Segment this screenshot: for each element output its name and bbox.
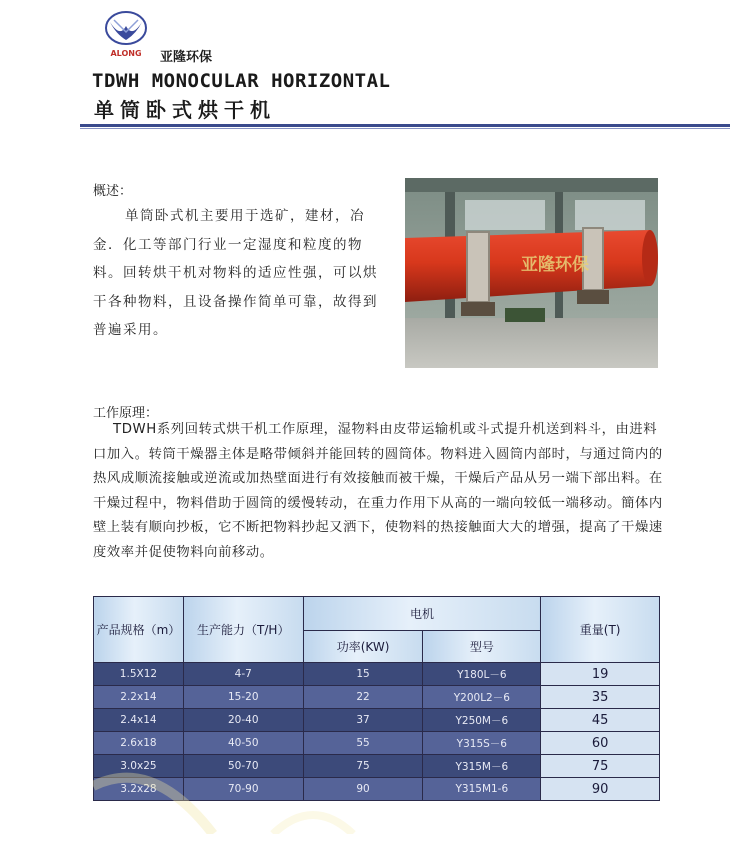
dryer-photo (405, 178, 658, 368)
cell-power: 22 (303, 686, 423, 709)
cell-model: Y315M－6 (423, 755, 541, 778)
principle-heading: 工作原理： (93, 406, 159, 421)
cell-model: Y315M1-6 (423, 778, 541, 801)
header-model: 型号 (423, 631, 541, 663)
header-motor: 电机 (303, 597, 541, 631)
photo-watermark: 亚隆环保 (521, 255, 589, 275)
cell-capacity: 4-7 (183, 663, 303, 686)
overview-body: 单筒卧式机主要用于选矿，建材，冶金．化工等部门行业一定湿度和粒度的物料。回转烘干机对物料的适应性强，可以烘干各种物料，且设备操作简单可靠，故得到普遍采用。 (93, 208, 378, 338)
cell-capacity: 15-20 (183, 686, 303, 709)
table-row (94, 778, 660, 801)
header-capacity: 生产能力（T/H） (183, 597, 303, 663)
table-row (94, 709, 660, 732)
cell-weight: 35 (541, 686, 660, 709)
cell-spec: 3.2x28 (94, 778, 184, 801)
cell-power: 75 (303, 755, 423, 778)
cell-model: Y200L2－6 (423, 686, 541, 709)
cell-model: Y180L－6 (423, 663, 541, 686)
overview-heading: 概述： (93, 184, 133, 199)
header-weight: 重量(T) (541, 597, 660, 663)
cell-power: 37 (303, 709, 423, 732)
header-spec: 产品规格（m） (94, 597, 184, 663)
cell-weight: 90 (541, 778, 660, 801)
table-row (94, 732, 660, 755)
company-logo (96, 8, 156, 60)
cell-weight: 75 (541, 755, 660, 778)
cell-model: Y250M－6 (423, 709, 541, 732)
title-chinese: 单筒卧式烘干机 (94, 98, 276, 122)
cell-spec: 1.5X12 (94, 663, 184, 686)
title-english: TDWH MONOCULAR HORIZONTAL (92, 70, 391, 92)
cell-weight: 60 (541, 732, 660, 755)
cell-spec: 2.2x14 (94, 686, 184, 709)
spec-table (93, 596, 660, 834)
cell-capacity: 40-50 (183, 732, 303, 755)
logo-text: ALONG (110, 49, 142, 58)
principle-body: TDWH系列回转式烘干机工作原理，湿物料由皮带运输机或斗式提升机送到料斗，由进料口加入。转筒干燥器主体是略带倾斜并能回转的圆筒体。物料进入圆筒内部时，与通过筒内的热风成顺流接触或逆流或加热壁面进行有效接触而被干燥，干燥后产品从另一端下部出料。在干燥过程中，物料借助于圆筒的缓慢转动，在重力作用下从高的一端向较低一端移动。簡体内壁上装有顺向抄板，它不断把物料抄起又洒下，使物料的热接触面大大的增强，提高了干燥速度效率并促使物料向前移动。 (93, 422, 663, 560)
cell-model: Y315S－6 (423, 732, 541, 755)
cell-spec: 2.6x18 (94, 732, 184, 755)
table-row (94, 686, 660, 709)
cell-weight: 19 (541, 663, 660, 686)
header-divider (80, 124, 730, 127)
table-row (94, 663, 660, 686)
cell-spec: 3.0x25 (94, 755, 184, 778)
brand-name: 亚隆环保 (160, 50, 213, 65)
header-divider-thin (80, 128, 730, 129)
header-power: 功率(KW) (303, 631, 423, 663)
cell-power: 90 (303, 778, 423, 801)
cell-weight: 45 (541, 709, 660, 732)
cell-power: 55 (303, 732, 423, 755)
cell-spec: 2.4x14 (94, 709, 184, 732)
cell-power: 15 (303, 663, 423, 686)
cell-capacity: 70-90 (183, 778, 303, 801)
cell-capacity: 50-70 (183, 755, 303, 778)
overview-paragraph (93, 202, 391, 345)
principle-paragraph (93, 418, 663, 566)
cell-capacity: 20-40 (183, 709, 303, 732)
table-row (94, 755, 660, 778)
